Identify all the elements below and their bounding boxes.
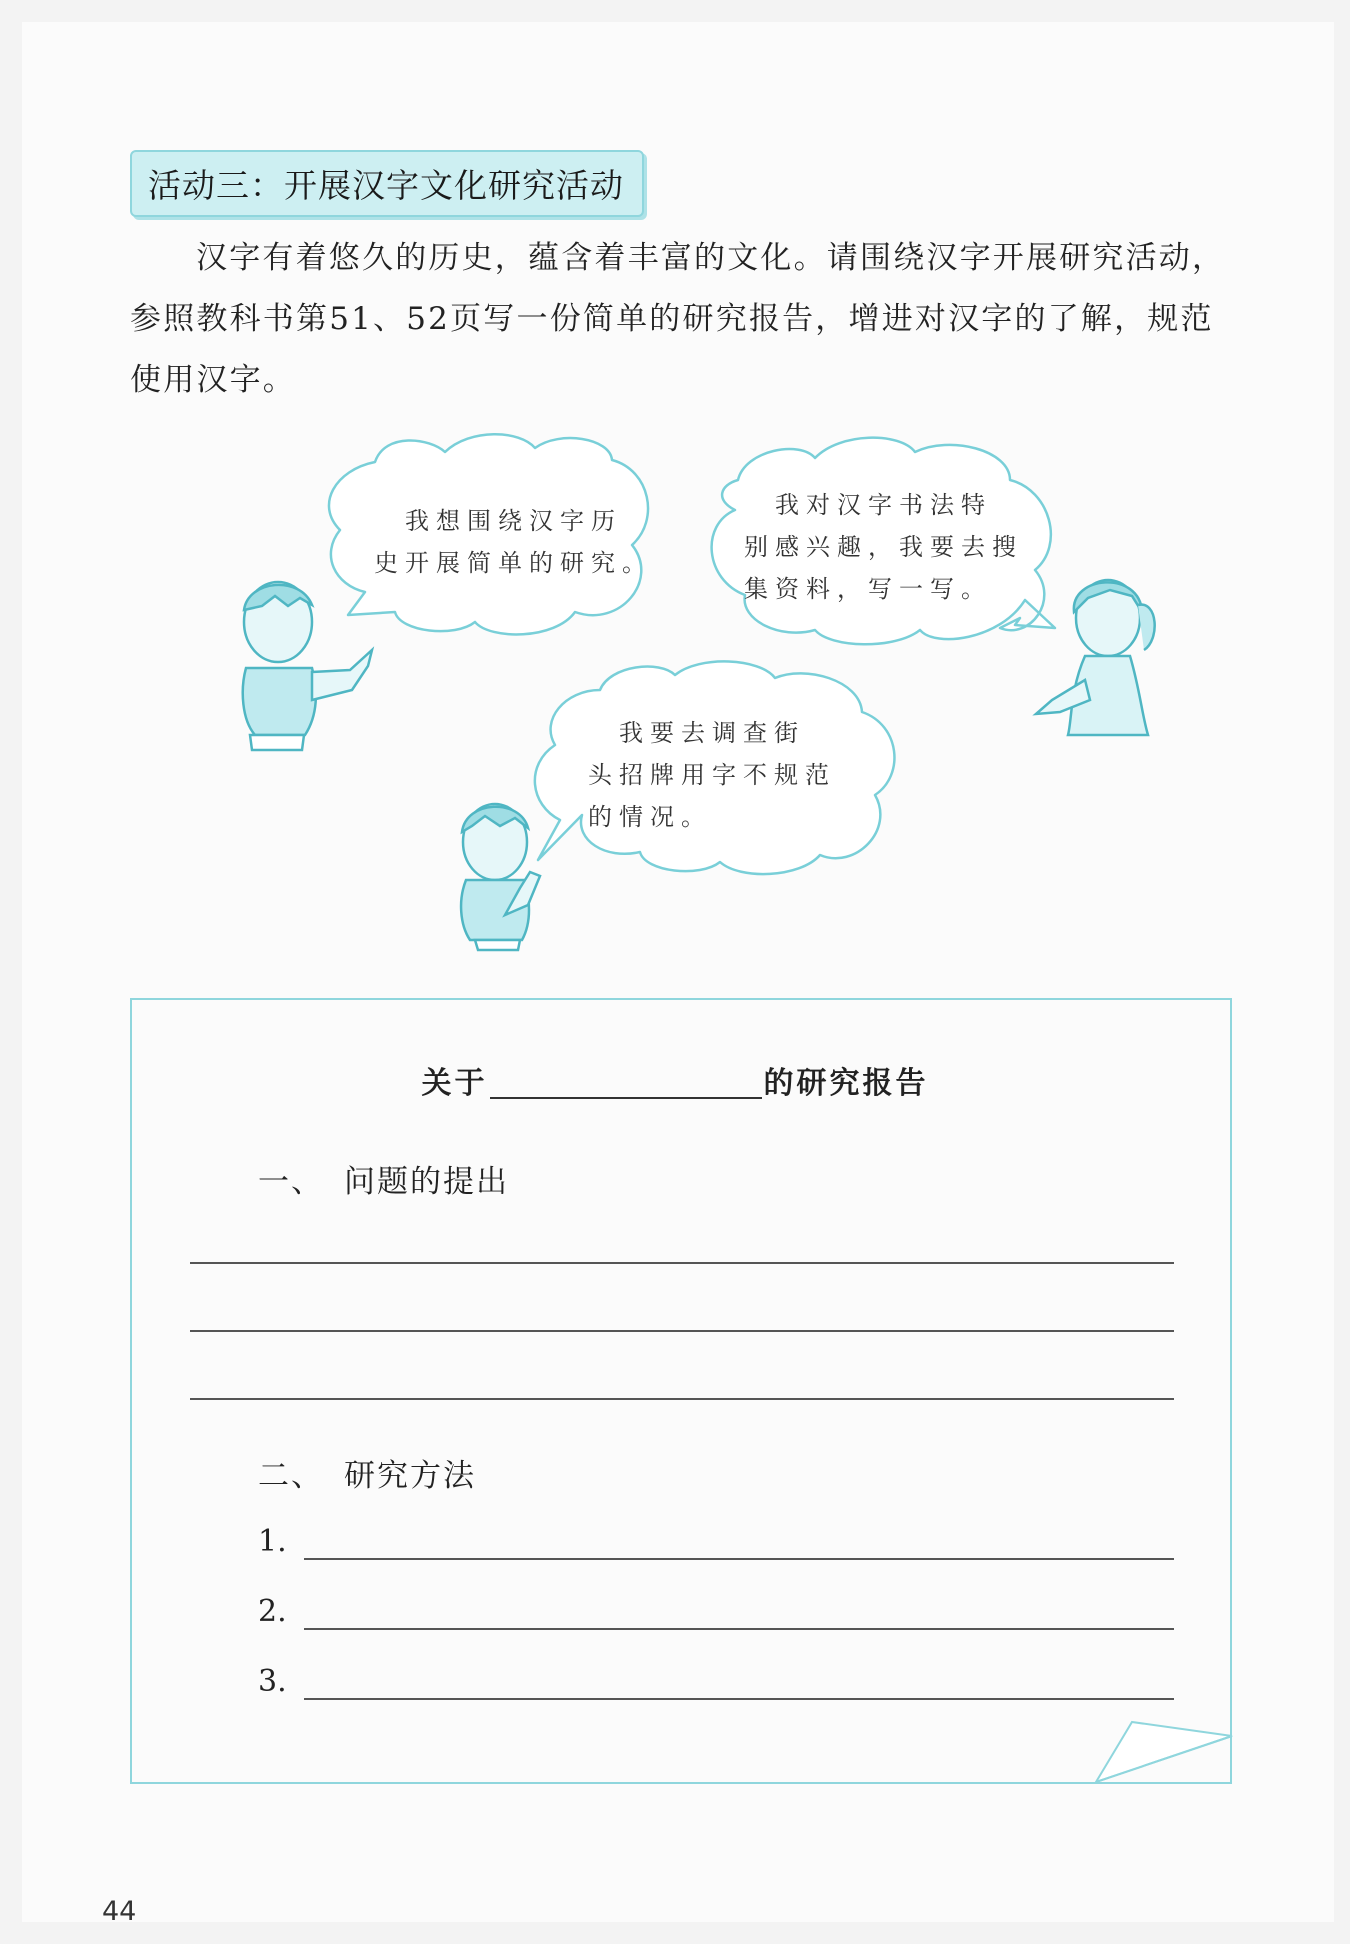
page-number: 44	[102, 1896, 137, 1927]
report-title-suffix: 的研究报告	[763, 1066, 929, 1101]
bubble-line: 的情况。	[588, 803, 712, 831]
activity-intro: 汉字有着悠久的历史，蕴含着丰富的文化。请围绕汉字开展研究活动，参照教科书第51、52页写一份简单的研究报告，增进对汉字的了解，规范使用汉字。	[130, 240, 1226, 398]
speech-bubble-2-text	[744, 484, 1023, 610]
answer-line[interactable]	[304, 1558, 1174, 1560]
answer-line[interactable]	[190, 1330, 1174, 1332]
speech-bubble-3-text	[588, 712, 836, 838]
bubble-line: 集资料，写一写。	[744, 575, 992, 603]
section-number: 二、	[258, 1458, 324, 1494]
activity-title: 活动三：开展汉字文化研究活动	[130, 150, 644, 217]
section-label: 研究方法	[344, 1458, 476, 1494]
bubble-line: 我要去调查街	[588, 719, 805, 747]
report-title	[0, 1058, 1350, 1102]
report-topic-blank[interactable]	[490, 1067, 762, 1099]
answer-line[interactable]	[304, 1628, 1174, 1630]
method-item	[258, 1664, 1174, 1704]
method-item	[258, 1594, 1174, 1634]
report-title-prefix: 关于	[421, 1066, 488, 1101]
section-number: 一、	[258, 1164, 324, 1200]
section-method-heading	[258, 1450, 476, 1495]
answer-line[interactable]	[190, 1398, 1174, 1400]
bubble-line: 我对汉字书法特	[744, 491, 992, 519]
section-problem-heading	[258, 1156, 509, 1201]
bubble-line: 史开展简单的研究。	[374, 549, 653, 577]
bubble-line: 我想围绕汉字历	[374, 507, 622, 535]
boy-thinking-illustration	[461, 804, 540, 950]
speech-bubble-1-text	[374, 500, 653, 584]
method-number: 3.	[258, 1664, 287, 1699]
method-number: 1.	[258, 1524, 287, 1559]
section-label: 问题的提出	[344, 1164, 509, 1200]
bubble-line: 别感兴趣，我要去搜	[744, 533, 1023, 561]
answer-line[interactable]	[190, 1262, 1174, 1264]
method-item	[258, 1524, 1174, 1564]
method-number: 2.	[258, 1594, 287, 1629]
answer-line[interactable]	[304, 1698, 1174, 1700]
girl-illustration	[1036, 580, 1155, 735]
bubble-line: 头招牌用字不规范	[588, 761, 836, 789]
